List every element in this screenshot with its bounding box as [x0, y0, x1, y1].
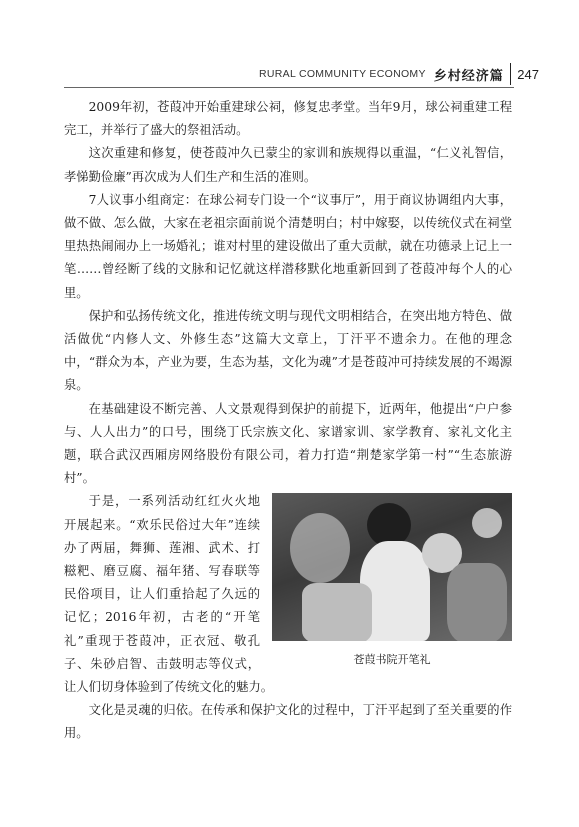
article-body [64, 96, 512, 746]
paragraph: 这次重建和修复，使苍葭冲久已蒙尘的家训和族规得以重温，“仁义礼智信，孝悌勤俭廉”再次成为人们生产和生活的准则。 [64, 146, 512, 184]
figure-caption: 苍葭书院开笔礼 [353, 653, 431, 667]
running-header [259, 64, 539, 84]
header-english-title: RURAL COMMUNITY ECONOMY [259, 68, 426, 80]
page-number: 247 [517, 66, 539, 82]
ceremony-photo [272, 493, 512, 641]
header-chinese-title: 乡村经济篇 [433, 68, 504, 84]
paragraph: 2009年初，苍葭冲开始重建球公祠，修复忠孝堂。当年9月，球公祠重建工程完工，并举行了盛大的祭祖活动。 [64, 100, 512, 138]
paragraph: 文化是灵魂的归依。在传承和保护文化的过程中，丁汗平起到了至关重要的作用。 [64, 703, 512, 741]
paragraph: 于是，一系列活动红红火火地开展起来。“欢乐民俗过大年”连续办了两届，舞狮、莲湘、武术、打糍粑、磨豆腐、福年猪、写春联等民俗项目，让人们重拾起了久远的记忆；2016年初，古老的“开笔礼”重现于苍葭冲，正衣冠、敬孔子、朱砂启智、击鼓明志等仪式，让人们切身体验到了传统文化的魅力。 [64, 494, 274, 695]
paragraph: 7人议事小组商定：在球公祠专门设一个“议事厅”，用于商议协调组内大事，做不做、怎么做，大家在老祖宗面前说个清楚明白；村中嫁娶，以传统仪式在祠堂里热热闹闹办上一场婚礼；谁对村里的建设做出了重大贡献，就在功德录上记上一笔……曾经断了线的文脉和记忆就这样潜移默化地重新回到了苍葭冲每个人的心里。 [64, 192, 512, 300]
figure-wrap-section [64, 490, 512, 699]
paragraph: 保护和弘扬传统文化，推进传统文明与现代文明相结合，在突出地方特色、做活做优“内修人文、外修生态”这篇大文章上，丁汗平不遗余力。在他的理念中，“群众为本，产业为要，生态为基，文化为魂”才是苍葭冲可持续发展的不竭源泉。 [64, 308, 512, 393]
header-rule [64, 87, 514, 88]
figure [272, 493, 512, 671]
header-divider [510, 63, 512, 85]
paragraph: 在基础建设不断完善、人文景观得到保护的前提下，近两年，他提出“户户参与、人人出力”的口号，围绕丁氏宗族文化、家谱家训、家学教育、家礼文化主题，联合武汉西厢房网络股份有限公司，着力打造“荆楚家学第一村”“生态旅游村”。 [64, 401, 512, 486]
